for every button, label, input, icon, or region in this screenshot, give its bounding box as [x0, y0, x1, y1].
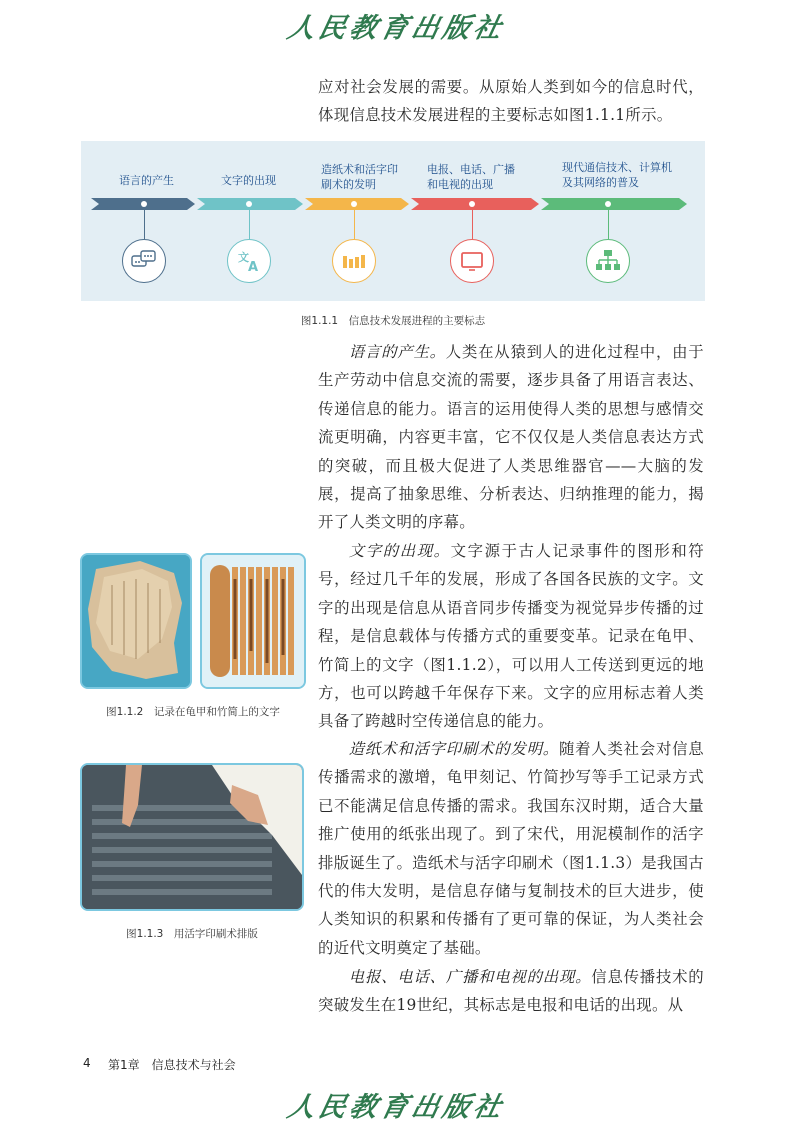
section-printing-lead: 造纸术和活字印刷术的发明。 [348, 740, 559, 758]
section-writing [318, 537, 704, 736]
publisher-logo-top: 人民教育出版社 [284, 13, 509, 44]
printing-blocks-icon [332, 239, 376, 283]
stage-label-printing: 造纸术和活字印刷术的发明 [321, 163, 398, 191]
section-writing-body: 文字源于古人记录事件的图形和符号，经过几千年的发展，形成了各国各民族的文字。文字的出现是信息从语音同步传播变为视觉异步传播的过程，是信息载体与传播方式的重要变革。记录在龟甲、竹简上的文字（图1.1.2），可以用人工传送到更远的地方，也可以跨越千年保存下来。文字的应用标志着人类具备了跨越时空传递信息的能力。 [318, 542, 704, 731]
bamboo-slip-photo [200, 553, 306, 689]
svg-text:A: A [248, 260, 259, 273]
section-telecom-lead: 电报、电话、广播和电视的出现。 [348, 968, 592, 986]
figure-1-1-3-caption: 图1.1.3 用活字印刷术排版 [126, 928, 258, 940]
network-icon [586, 239, 630, 283]
section-language-body: 人类在从猿到人的进化过程中，由于生产劳动中信息交流的需要，逐步具备了用语言表达、传递信息的能力。语言的运用使得人类的思想与感情交流更明确，内容更丰富，它不仅仅是人类信息表达方式的突破，而且极大促进了人类思维器官——大脑的发展，提高了抽象思维、分析表达、归纳推理的能力，揭开了人类文明的序幕。 [318, 343, 704, 532]
section-printing [318, 735, 704, 962]
chapter-label: 第1章 信息技术与社会 [108, 1058, 236, 1072]
stage-label-writing: 文字的出现 [221, 174, 276, 187]
stage-label-telecom: 电报、电话、广播和电视的出现 [427, 163, 515, 191]
stage-label-speech: 语言的产生 [119, 174, 174, 187]
timeline-connector [354, 207, 355, 239]
stage-label-modern: 现代通信技术、计算机及其网络的普及 [562, 161, 672, 189]
timeline-segment-printing [305, 198, 409, 210]
timeline-segment-modern [541, 198, 687, 210]
speech-bubbles-icon [122, 239, 166, 283]
section-printing-body: 随着人类社会对信息传播需求的激增，龟甲刻记、竹简抄写等手工记录方式已不能满足信息传播的需求。我国东汉时期，适合大量推广使用的纸张出现了。到了宋代，用泥模制作的活字排版诞生了。造纸术与活字印刷术（图1.1.3）是我国古代的伟大发明，是信息存储与复制技术的巨大进步，使人类知识的积累和传播有了更可靠的保证，为人类社会的近代文明奠定了基础。 [318, 740, 704, 957]
timeline-connector [249, 207, 250, 239]
section-telecom [318, 963, 704, 1020]
intro-paragraph: 应对社会发展的需要。从原始人类到如今的信息时代，体现信息技术发展进程的主要标志如图1.1.1所示。 [318, 78, 704, 125]
section-writing-lead: 文字的出现。 [348, 542, 451, 560]
svg-text:文: 文 [238, 251, 249, 264]
figure-1-1-1-caption: 图1.1.1 信息技术发展进程的主要标志 [300, 315, 486, 327]
translate-icon [227, 239, 271, 283]
screen-icon [450, 239, 494, 283]
figure-1-1-2-caption: 图1.1.2 记录在龟甲和竹简上的文字 [106, 706, 280, 718]
timeline-connector [608, 207, 609, 239]
publisher-logo-bottom: 人民教育出版社 [284, 1092, 509, 1123]
section-language-lead: 语言的产生。 [348, 343, 446, 361]
timeline-figure [81, 141, 705, 301]
section-language [318, 338, 704, 537]
timeline-connector [144, 207, 145, 239]
timeline-connector [472, 207, 473, 239]
section-telecom-body: 信息传播技术的突破发生在19世纪，其标志是电报和电话的出现。从 [318, 968, 704, 1015]
movable-type-photo [80, 763, 304, 911]
oracle-bone-photo [80, 553, 192, 689]
page-number: 4 [83, 1056, 91, 1070]
timeline-segment-telecom [411, 198, 539, 210]
